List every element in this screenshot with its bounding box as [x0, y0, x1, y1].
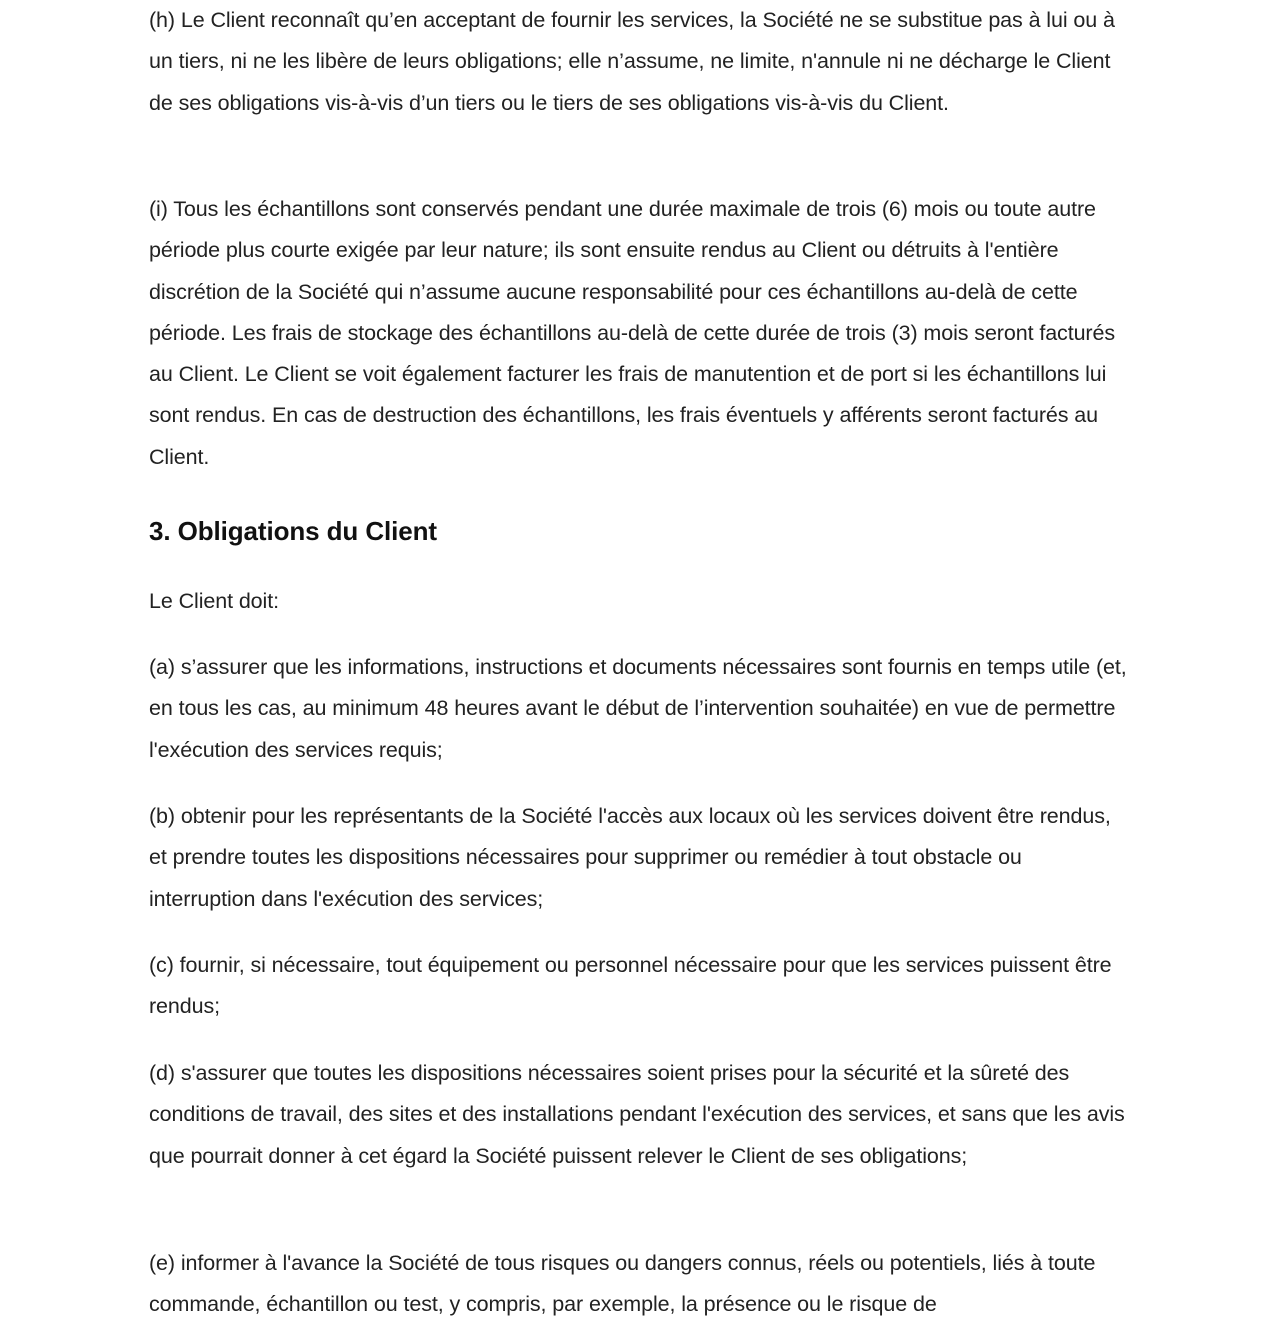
- clause-h-paragraph: (h) Le Client reconnaît qu’en acceptant de fournir les services, la Société ne se substitue pas à lui ou à un tiers, ni ne les libère de leurs obligations; elle n’assume, ne limite, n'annule ni ne décharge le Client de ses obligations vis-à-vis d’un tiers ou le tiers de ses obligations vis-à-vis du Client.: [149, 8, 1115, 115]
- clause-a-paragraph: (a) s’assurer que les informations, instructions et documents nécessaires sont fournis en temps utile (et, en tous les cas, au minimum 48 heures avant le début de l’intervention souhaitée) en vue de permettre l'exécution des services requis;: [149, 655, 1127, 762]
- section-heading: 3. Obligations du Client: [149, 516, 437, 546]
- clause-c-paragraph: (c) fournir, si nécessaire, tout équipement ou personnel nécessaire pour que les services puissent être rendus;: [149, 953, 1112, 1019]
- clause-b-paragraph: (b) obtenir pour les représentants de la Société l'accès aux locaux où les services doivent être rendus, et prendre toutes les dispositions nécessaires pour supprimer ou remédier à tout obstacle ou interruption dans l'exécution des services;: [149, 804, 1111, 911]
- clause-d-paragraph: (d) s'assurer que toutes les dispositions nécessaires soient prises pour la sécurité et la sûreté des conditions de travail, des sites et des installations pendant l'exécution des services, et sans que les avis que pourrait donner à cet égard la Société puissent relever le Client de ses obligations;: [149, 1061, 1125, 1168]
- section-intro: Le Client doit:: [149, 589, 279, 613]
- clause-i-paragraph: (i) Tous les échantillons sont conservés pendant une durée maximale de trois (6) mois ou toute autre période plus courte exigée par leur nature; ils sont ensuite rendus au Client ou détruits à l'entière discrétion de la Société qui n’assume aucune responsabilité pour ces échantillons au-delà de cette période. Les frais de stockage des échantillons au-delà de cette durée de trois (3) mois seront facturés au Client. Le Client se voit également facturer les frais de manutention et de port si les échantillons lui sont rendus. En cas de destruction des échantillons, les frais éventuels y afférents seront facturés au Client.: [149, 197, 1116, 469]
- clause-e-paragraph: (e) informer à l'avance la Société de tous risques ou dangers connus, réels ou potentiels, liés à toute commande, échantillon ou test, y compris, par exemple, la présence ou le risque de: [149, 1251, 1096, 1317]
